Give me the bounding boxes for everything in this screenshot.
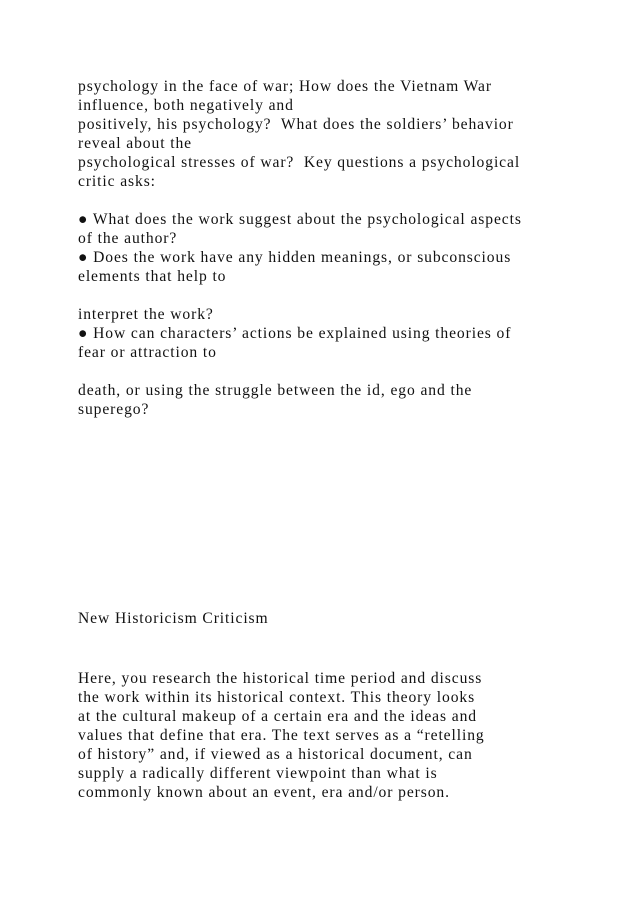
bullet-item: ● Does the work have any hidden meanings, or subconscious <box>78 249 512 266</box>
text-line: reveal about the <box>78 135 192 152</box>
blank-line <box>78 286 558 305</box>
text-line: psychological stresses of war? Key questions a psychological <box>78 154 521 171</box>
text-line: influence, both negatively and <box>78 97 294 114</box>
text-line: positively, his psychology? What does the soldiers’ behavior <box>78 116 514 133</box>
psychological-criticism-text <box>78 77 558 419</box>
text-line: at the cultural makeup of a certain era and the ideas and <box>78 708 477 725</box>
text-line: critic asks: <box>78 173 156 190</box>
text-line: of the author? <box>78 230 178 247</box>
text-line: death, or using the struggle between the id, ego and the <box>78 382 473 399</box>
blank-line <box>78 191 558 210</box>
text-line: fear or attraction to <box>78 344 217 361</box>
section-heading: New Historicism Criticism <box>78 610 269 627</box>
bullet-item: ● How can characters’ actions be explained using theories of <box>78 325 512 342</box>
text-line: superego? <box>78 401 150 418</box>
section-heading-block <box>78 609 558 628</box>
text-line: the work within its historical context. This theory looks <box>78 689 476 706</box>
text-line: commonly known about an event, era and/or person. <box>78 784 450 801</box>
text-line: of history” and, if viewed as a historical document, can <box>78 746 473 763</box>
text-line: elements that help to <box>78 268 227 285</box>
text-line: psychology in the face of war; How does the Vietnam War <box>78 78 492 95</box>
text-line: values that define that era. The text serves as a “retelling <box>78 727 485 744</box>
bullet-item: ● What does the work suggest about the psychological aspects <box>78 211 522 228</box>
new-historicism-paragraph <box>78 669 558 802</box>
blank-line <box>78 362 558 381</box>
text-line: interpret the work? <box>78 306 214 323</box>
text-line: Here, you research the historical time period and discuss <box>78 670 483 687</box>
text-line: supply a radically different viewpoint than what is <box>78 765 438 782</box>
